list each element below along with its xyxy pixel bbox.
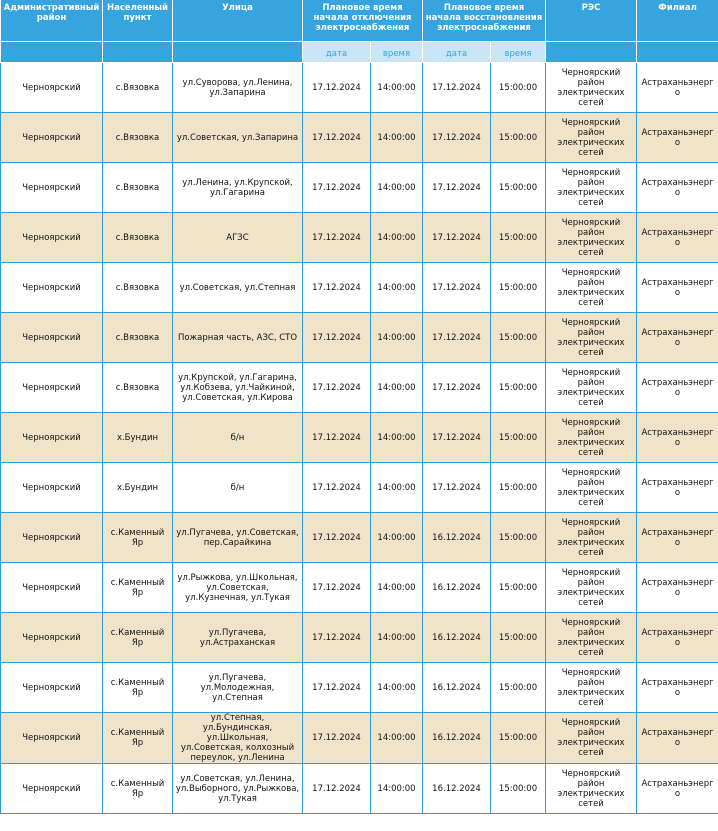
header-on-time: Плановое время начала восстановления электроснабжения xyxy=(423,0,546,42)
cell-street: ул.Советская, ул.Степная xyxy=(173,263,303,313)
cell-district: Черноярский xyxy=(1,313,103,363)
cell-off-date: 17.12.2024 xyxy=(303,713,371,764)
cell-branch: Астраханьэнерго xyxy=(637,163,718,213)
cell-locality: с.Каменный Яр xyxy=(103,613,173,663)
cell-on-date: 17.12.2024 xyxy=(423,463,491,513)
cell-on-time: 15:00:00 xyxy=(491,613,546,663)
cell-branch: Астраханьэнерго xyxy=(637,113,718,163)
cell-off-time: 14:00:00 xyxy=(371,663,423,713)
cell-locality: с.Вязовка xyxy=(103,63,173,113)
cell-on-time: 15:00:00 xyxy=(491,163,546,213)
cell-district: Черноярский xyxy=(1,413,103,463)
table-row xyxy=(1,713,718,764)
cell-on-time: 15:00:00 xyxy=(491,263,546,313)
cell-res: Черноярский район электрических сетей xyxy=(546,463,637,513)
cell-locality: х.Бундин xyxy=(103,413,173,463)
subheader-blank xyxy=(546,42,637,63)
table-row xyxy=(1,663,718,713)
cell-off-time: 14:00:00 xyxy=(371,563,423,613)
cell-off-time: 14:00:00 xyxy=(371,113,423,163)
cell-off-date: 17.12.2024 xyxy=(303,563,371,613)
cell-on-date: 17.12.2024 xyxy=(423,413,491,463)
cell-res: Черноярский район электрических сетей xyxy=(546,613,637,663)
table-row xyxy=(1,413,718,463)
cell-off-date: 17.12.2024 xyxy=(303,63,371,113)
table-row xyxy=(1,63,718,113)
cell-on-date: 17.12.2024 xyxy=(423,263,491,313)
table-row xyxy=(1,513,718,563)
cell-on-time: 15:00:00 xyxy=(491,313,546,363)
cell-branch: Астраханьэнерго xyxy=(637,663,718,713)
cell-branch: Астраханьэнерго xyxy=(637,764,718,814)
cell-off-time: 14:00:00 xyxy=(371,363,423,413)
cell-on-time: 15:00:00 xyxy=(491,213,546,263)
cell-off-date: 17.12.2024 xyxy=(303,363,371,413)
subheader-blank xyxy=(103,42,173,63)
header-street: Улица xyxy=(173,0,303,42)
cell-off-time: 14:00:00 xyxy=(371,213,423,263)
cell-off-time: 14:00:00 xyxy=(371,163,423,213)
cell-res: Черноярский район электрических сетей xyxy=(546,263,637,313)
cell-street: ул.Ленина, ул.Крупской, ул.Гагарина xyxy=(173,163,303,213)
cell-on-date: 16.12.2024 xyxy=(423,613,491,663)
cell-street: ул.Советская, ул.Ленина, ул.Выборного, ул.Рыжкова, ул.Тукая xyxy=(173,764,303,814)
subheader-blank xyxy=(173,42,303,63)
cell-district: Черноярский xyxy=(1,563,103,613)
cell-res: Черноярский район электрических сетей xyxy=(546,764,637,814)
cell-on-date: 17.12.2024 xyxy=(423,113,491,163)
cell-on-date: 16.12.2024 xyxy=(423,513,491,563)
table-row xyxy=(1,764,718,814)
cell-street: Пожарная часть, АЗС, СТО xyxy=(173,313,303,363)
cell-on-date: 17.12.2024 xyxy=(423,313,491,363)
subheader-blank xyxy=(637,42,718,63)
cell-district: Черноярский xyxy=(1,113,103,163)
cell-locality: с.Вязовка xyxy=(103,163,173,213)
cell-locality: с.Вязовка xyxy=(103,113,173,163)
cell-street: б/н xyxy=(173,463,303,513)
cell-res: Черноярский район электрических сетей xyxy=(546,163,637,213)
cell-on-time: 15:00:00 xyxy=(491,463,546,513)
cell-on-time: 15:00:00 xyxy=(491,513,546,563)
cell-street: ул.Суворова, ул.Ленина, ул.Запарина xyxy=(173,63,303,113)
table-row xyxy=(1,363,718,413)
table-row xyxy=(1,163,718,213)
cell-branch: Астраханьэнерго xyxy=(637,63,718,113)
cell-district: Черноярский xyxy=(1,613,103,663)
cell-off-date: 17.12.2024 xyxy=(303,313,371,363)
cell-off-time: 14:00:00 xyxy=(371,764,423,814)
cell-on-date: 16.12.2024 xyxy=(423,563,491,613)
cell-locality: с.Каменный Яр xyxy=(103,764,173,814)
cell-on-date: 16.12.2024 xyxy=(423,764,491,814)
cell-off-time: 14:00:00 xyxy=(371,463,423,513)
cell-branch: Астраханьэнерго xyxy=(637,613,718,663)
table-row xyxy=(1,463,718,513)
cell-branch: Астраханьэнерго xyxy=(637,463,718,513)
subheader-on-time: время xyxy=(491,42,546,63)
cell-on-time: 15:00:00 xyxy=(491,713,546,764)
cell-off-time: 14:00:00 xyxy=(371,713,423,764)
cell-branch: Астраханьэнерго xyxy=(637,213,718,263)
cell-res: Черноярский район электрических сетей xyxy=(546,213,637,263)
cell-locality: с.Каменный Яр xyxy=(103,713,173,764)
cell-district: Черноярский xyxy=(1,663,103,713)
cell-res: Черноярский район электрических сетей xyxy=(546,563,637,613)
table-row xyxy=(1,213,718,263)
table-header-row xyxy=(1,0,718,42)
cell-on-date: 17.12.2024 xyxy=(423,163,491,213)
cell-res: Черноярский район электрических сетей xyxy=(546,313,637,363)
cell-locality: с.Каменный Яр xyxy=(103,563,173,613)
cell-off-date: 17.12.2024 xyxy=(303,113,371,163)
subheader-blank xyxy=(1,42,103,63)
cell-on-time: 15:00:00 xyxy=(491,63,546,113)
cell-locality: с.Каменный Яр xyxy=(103,513,173,563)
cell-res: Черноярский район электрических сетей xyxy=(546,713,637,764)
cell-district: Черноярский xyxy=(1,513,103,563)
cell-off-time: 14:00:00 xyxy=(371,613,423,663)
cell-locality: с.Вязовка xyxy=(103,363,173,413)
header-res: РЭС xyxy=(546,0,637,42)
cell-district: Черноярский xyxy=(1,263,103,313)
table-row xyxy=(1,313,718,363)
header-district: Административный район xyxy=(1,0,103,42)
cell-off-date: 17.12.2024 xyxy=(303,213,371,263)
cell-locality: с.Вязовка xyxy=(103,263,173,313)
cell-off-date: 17.12.2024 xyxy=(303,463,371,513)
cell-district: Черноярский xyxy=(1,213,103,263)
cell-street: ул.Степная, ул.Бундинская, ул.Школьная, ул.Советская, колхозный переулок, ул.Ленина xyxy=(173,713,303,764)
header-off-time: Плановое время начала отключения электроснабжения xyxy=(303,0,423,42)
table-subheader-row xyxy=(1,42,718,63)
cell-on-time: 15:00:00 xyxy=(491,563,546,613)
cell-branch: Астраханьэнерго xyxy=(637,363,718,413)
cell-district: Черноярский xyxy=(1,713,103,764)
cell-res: Черноярский район электрических сетей xyxy=(546,63,637,113)
cell-on-date: 17.12.2024 xyxy=(423,213,491,263)
cell-locality: х.Бундин xyxy=(103,463,173,513)
cell-branch: Астраханьэнерго xyxy=(637,263,718,313)
table-row xyxy=(1,613,718,663)
table-row xyxy=(1,263,718,313)
subheader-on-date: дата xyxy=(423,42,491,63)
table-body xyxy=(1,63,718,814)
header-branch: Филиал xyxy=(637,0,718,42)
table-row xyxy=(1,113,718,163)
cell-branch: Астраханьэнерго xyxy=(637,513,718,563)
cell-street: АГЗС xyxy=(173,213,303,263)
cell-on-time: 15:00:00 xyxy=(491,113,546,163)
cell-res: Черноярский район электрических сетей xyxy=(546,663,637,713)
cell-off-date: 17.12.2024 xyxy=(303,764,371,814)
cell-off-date: 17.12.2024 xyxy=(303,663,371,713)
cell-street: ул.Крупской, ул.Гагарина, ул.Кобзева, ул.Чайкиной, ул.Советская, ул.Кирова xyxy=(173,363,303,413)
cell-res: Черноярский район электрических сетей xyxy=(546,513,637,563)
cell-district: Черноярский xyxy=(1,163,103,213)
cell-on-date: 17.12.2024 xyxy=(423,63,491,113)
cell-on-date: 16.12.2024 xyxy=(423,663,491,713)
cell-branch: Астраханьэнерго xyxy=(637,313,718,363)
cell-street: ул.Пугачева, ул.Молодежная, ул.Степная xyxy=(173,663,303,713)
cell-street: ул.Советская, ул.Запарина xyxy=(173,113,303,163)
cell-off-time: 14:00:00 xyxy=(371,313,423,363)
cell-branch: Астраханьэнерго xyxy=(637,413,718,463)
cell-street: ул.Пугачева, ул.Астраханская xyxy=(173,613,303,663)
cell-on-time: 15:00:00 xyxy=(491,413,546,463)
cell-off-date: 17.12.2024 xyxy=(303,513,371,563)
cell-locality: с.Вязовка xyxy=(103,313,173,363)
cell-off-time: 14:00:00 xyxy=(371,263,423,313)
cell-locality: с.Вязовка xyxy=(103,213,173,263)
cell-res: Черноярский район электрических сетей xyxy=(546,413,637,463)
cell-on-date: 17.12.2024 xyxy=(423,363,491,413)
cell-off-date: 17.12.2024 xyxy=(303,613,371,663)
cell-branch: Астраханьэнерго xyxy=(637,563,718,613)
header-locality: Населенный пункт xyxy=(103,0,173,42)
cell-street: б/н xyxy=(173,413,303,463)
cell-district: Черноярский xyxy=(1,363,103,413)
cell-off-time: 14:00:00 xyxy=(371,413,423,463)
subheader-off-time: время xyxy=(371,42,423,63)
cell-branch: Астраханьэнерго xyxy=(637,713,718,764)
cell-street: ул.Рыжкова, ул.Школьная, ул.Советская, ул.Кузнечная, ул.Тукая xyxy=(173,563,303,613)
cell-locality: с.Каменный Яр xyxy=(103,663,173,713)
cell-off-date: 17.12.2024 xyxy=(303,263,371,313)
cell-on-time: 15:00:00 xyxy=(491,764,546,814)
cell-on-time: 15:00:00 xyxy=(491,663,546,713)
cell-off-date: 17.12.2024 xyxy=(303,163,371,213)
cell-district: Черноярский xyxy=(1,63,103,113)
cell-off-date: 17.12.2024 xyxy=(303,413,371,463)
cell-res: Черноярский район электрических сетей xyxy=(546,113,637,163)
cell-district: Черноярский xyxy=(1,764,103,814)
cell-on-date: 16.12.2024 xyxy=(423,713,491,764)
cell-off-time: 14:00:00 xyxy=(371,63,423,113)
cell-district: Черноярский xyxy=(1,463,103,513)
subheader-off-date: дата xyxy=(303,42,371,63)
cell-on-time: 15:00:00 xyxy=(491,363,546,413)
cell-street: ул.Пугачева, ул.Советская, пер.Сарайкина xyxy=(173,513,303,563)
cell-res: Черноярский район электрических сетей xyxy=(546,363,637,413)
table-row xyxy=(1,563,718,613)
cell-off-time: 14:00:00 xyxy=(371,513,423,563)
